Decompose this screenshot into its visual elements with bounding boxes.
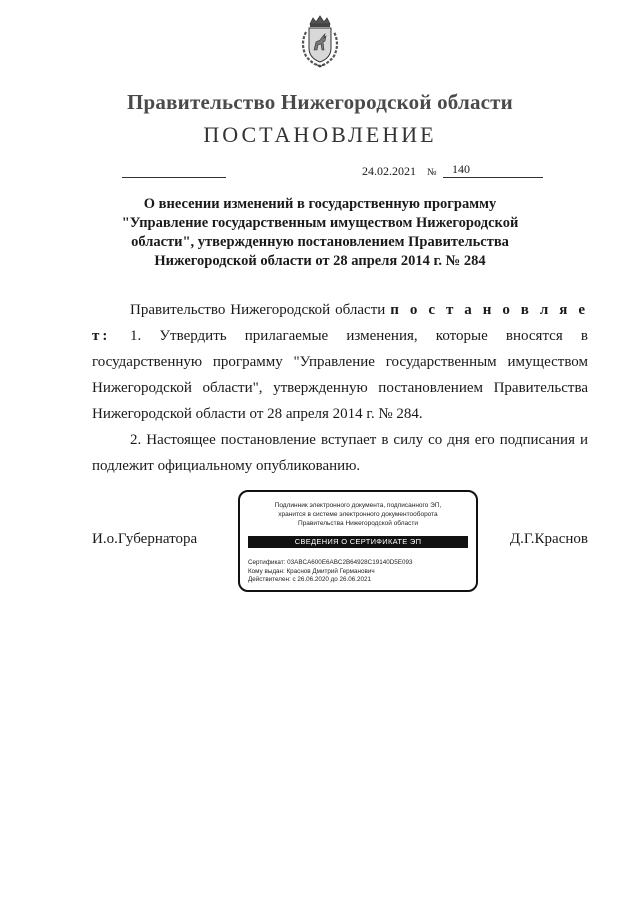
issued-value: Краснов Дмитрий Германович: [286, 567, 375, 575]
document-date: 24.02.2021: [362, 164, 416, 178]
signer-name: Д.Г.Краснов: [509, 531, 588, 547]
subject-line: области", утвержденную постановлением Правительства: [131, 234, 509, 250]
document-subject: [100, 195, 540, 271]
coat-of-arms-icon: [298, 14, 342, 68]
date-blank-line: [122, 177, 226, 178]
item-2-paragraph: 2. Настоящее постановление вступает в силу со дня его подписания и подлежит официальному опубликованию.: [92, 432, 588, 474]
subject-line: Нижегородской области от 28 апреля 2014 г. № 284: [154, 253, 486, 269]
stamp-header-line: Подлинник электронного документа, подписанного ЭП,: [274, 502, 442, 509]
stamp-details: [248, 559, 468, 585]
stamp-certificate-bar: СВЕДЕНИЯ О СЕРТИФИКАТЕ ЭП: [248, 536, 468, 548]
electronic-signature-stamp: [238, 490, 478, 592]
valid-label: Действителен:: [248, 576, 291, 583]
stamp-issued-row: [248, 568, 468, 577]
intro-text: Правительство Нижегородской области: [130, 302, 386, 318]
valid-value: с 26.06.2020 до 26.06.2021: [292, 576, 372, 583]
stamp-valid-row: [248, 576, 468, 585]
stamp-header-line: Правительства Нижегородской области: [297, 520, 419, 527]
number-sign: №: [427, 167, 437, 178]
cert-value: 03ABCA600E6ABC2B64928C19140D5E093: [287, 559, 413, 566]
number-line: [443, 177, 543, 178]
signer-title: И.о.Губернатора: [92, 531, 198, 547]
intro-spaced-verb: п о с т а н о в л я е т:: [92, 302, 588, 344]
subject-line: О внесении изменений в государственную программу: [143, 196, 497, 212]
stamp-header: [248, 501, 468, 528]
subject-line: "Управление государственным имуществом Нижегородской: [121, 215, 519, 231]
issued-label: Кому выдан:: [248, 567, 285, 575]
cert-label: Сертификат:: [248, 559, 286, 566]
item-1-paragraph: 1. Утвердить прилагаемые изменения, которые вносятся в государственную программу "Управление государственным имуществом Нижегородской области", утвержденную постановлением Правительства Нижегородской области от 28 апреля 2014 г. № 284.: [92, 328, 588, 422]
stamp-header-line: хранится в системе электронного документооборота: [278, 511, 438, 518]
organization-title: Правительство Нижегородской области: [127, 90, 513, 114]
document-type: ПОСТАНОВЛЕНИЕ: [203, 122, 437, 147]
document-number: 140: [452, 162, 470, 176]
stamp-cert-row: [248, 559, 468, 568]
